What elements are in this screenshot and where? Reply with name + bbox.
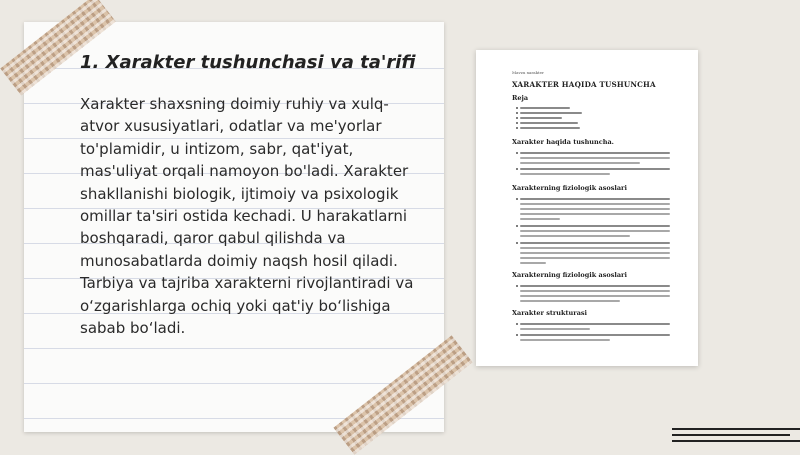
doc-section-reja: Reja	[512, 94, 529, 102]
decorative-line	[672, 440, 800, 442]
doc-paragraph-line	[520, 339, 610, 341]
doc-paragraph-line	[520, 295, 670, 297]
doc-paragraph-line	[520, 257, 670, 259]
doc-list-line	[520, 112, 582, 114]
doc-paragraph-line	[520, 213, 670, 215]
doc-paragraph-line	[520, 230, 670, 232]
doc-section-struktura: Xarakter strukturasi	[512, 309, 588, 317]
doc-section-fiziologik-2: Xarakterning fiziologik asoslari	[512, 271, 627, 279]
doc-paragraph-line	[520, 173, 610, 175]
doc-paragraph-line	[520, 300, 620, 302]
doc-list-line	[520, 127, 580, 129]
doc-paragraph-line	[520, 157, 670, 159]
doc-paragraph-line	[520, 168, 670, 170]
slide-body-text: Xarakter shaxsning doimiy ruhiy va xulq-atvor xususiyatlari, odatlar va me'yorlar to'plamidir, u intizom, sabr, qat'iyat, mas'uliyat orqali namoyon bo'ladi. Xarakter shakllanishi biologik, ijtimoiy va psixologik omillar ta'siri ostida kechadi. U harakatlarni boshqaradi, qaror qabul qilishda va munosabatlarda doimiy naqsh hosil qiladi. Tarbiya va tajriba xarakterni rivojlantiradi va o‘zgarishlarga ochiq yoki qat'iy bo‘lishiga sabab bo‘ladi.	[80, 95, 414, 338]
doc-paragraph-line	[520, 328, 590, 330]
doc-paragraph-line	[520, 252, 670, 254]
doc-paragraph-line	[520, 152, 670, 154]
doc-paragraph-line	[520, 225, 670, 227]
doc-paragraph-line	[520, 198, 670, 200]
doc-paragraph-line	[520, 218, 560, 220]
doc-paragraph-line	[520, 162, 640, 164]
doc-paragraph-line	[520, 290, 670, 292]
doc-paragraph-line	[520, 203, 670, 205]
doc-paragraph-line	[520, 208, 670, 210]
doc-section-fiziologik-1: Xarakterning fiziologik asoslari	[512, 184, 627, 192]
decorative-line	[672, 434, 790, 436]
doc-paragraph-line	[520, 235, 630, 237]
doc-list-line	[520, 107, 570, 109]
slide-title: 1. Xarakter tushunchasi va ta'rifi	[80, 52, 416, 73]
doc-paragraph-line	[520, 334, 670, 336]
doc-title: XARAKTER HAQIDA TUSHUNCHA	[512, 80, 656, 89]
doc-paragraph-line	[520, 323, 670, 325]
doc-list-line	[520, 122, 578, 124]
doc-list-line	[520, 117, 562, 119]
doc-header: Mavzu xarakter	[512, 70, 544, 75]
doc-paragraph-line	[520, 262, 546, 264]
decorative-line	[672, 428, 800, 430]
doc-paragraph-line	[520, 242, 670, 244]
doc-section-tushuncha: Xarakter haqida tushuncha.	[512, 138, 614, 146]
document-preview	[476, 50, 698, 366]
doc-paragraph-line	[520, 285, 670, 287]
doc-paragraph-line	[520, 247, 670, 249]
